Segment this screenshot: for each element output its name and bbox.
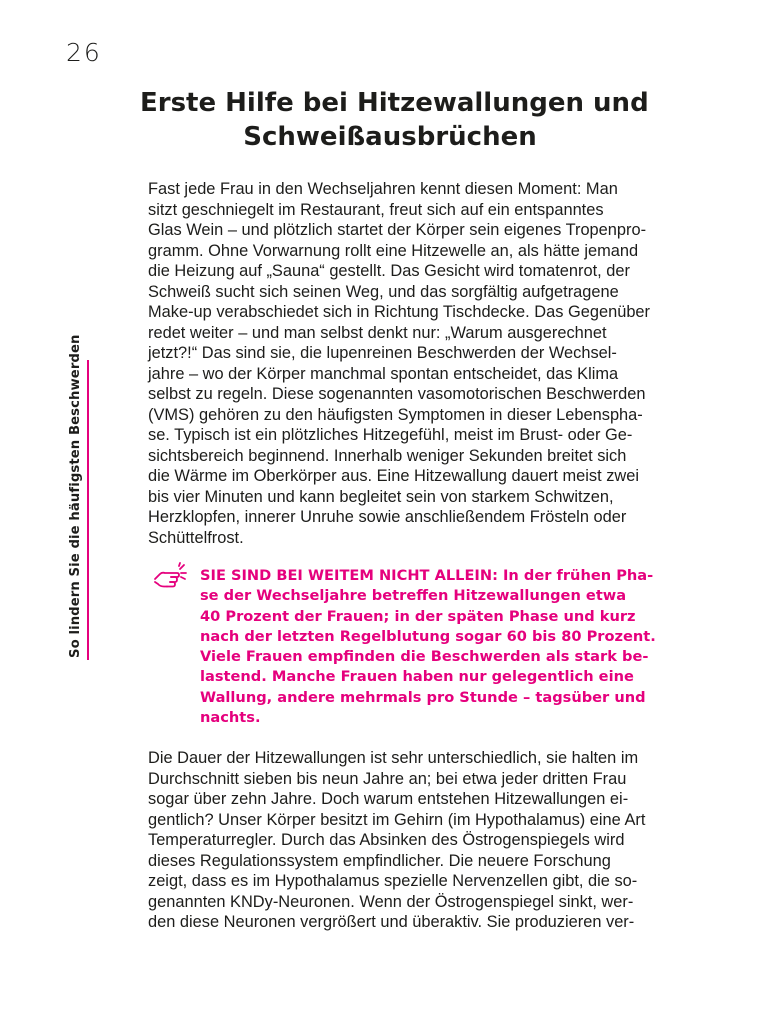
page-number: 26	[66, 38, 102, 67]
text-line: Herzklopfen, innerer Unruhe sowie anschließendem Frösteln oder	[148, 508, 627, 526]
text-line: Die Dauer der Hitzewallungen ist sehr unterschiedlich, sie halten im	[148, 749, 639, 767]
text-line: Durchschnitt sieben bis neun Jahre an; bei etwa jeder dritten Frau	[148, 769, 627, 788]
tip-line: SIE SIND BEI WEITEM NICHT ALLEIN: In der frühen Pha-	[200, 567, 654, 584]
tip-line: lastend. Manche Frauen haben nur gelegentlich eine	[200, 668, 634, 686]
text-line: die Wärme im Oberkörper aus. Eine Hitzewallung dauert meist zwei	[148, 467, 639, 485]
section-accent-rule	[87, 360, 89, 660]
text-line: Make-up verabschiedet sich in Richtung Tischdecke. Das Gegenüber	[148, 303, 651, 321]
text-line: Schweiß sucht sich seinen Weg, und das sorgfältig aufgetragene	[148, 282, 619, 301]
tip-line: 40 Prozent der Frauen; in der späten Phase und kurz	[200, 607, 636, 625]
text-line: se. Typisch ist ein plötzliches Hitzegefühl, meist im Brust- oder Ge-	[148, 426, 633, 444]
text-line: Glas Wein – und plötzlich startet der Körper sein eigenes Tropenpro-	[148, 221, 647, 239]
text-line: bis vier Minuten und kann begleitet sein von starkem Schwitzen,	[148, 487, 614, 506]
tip-line: Wallung, andere mehrmals pro Stunde – tagsüber und	[200, 688, 646, 706]
text-line: gramm. Ohne Vorwarnung rollt eine Hitzewelle an, als hätte jemand	[148, 241, 639, 260]
text-line: redet weiter – und man selbst denkt nur: „Warum ausgerechnet	[148, 323, 607, 342]
text-line: jetzt?!“ Das sind sie, die lupenreinen Beschwerden der Wechsel-	[148, 344, 617, 362]
text-line: die Heizung auf „Sauna“ gestellt. Das Gesicht wird tomatenrot, der	[148, 262, 630, 280]
tip-line: nachts.	[200, 709, 261, 727]
text-line: sichtsbereich beginnend. Innerhalb weniger Sekunden breitet sich	[148, 446, 627, 465]
body-paragraph	[148, 748, 648, 933]
tip-box	[200, 566, 656, 728]
pointing-hand-icon	[152, 562, 192, 594]
text-line: Fast jede Frau in den Wechseljahren kennt diesen Moment: Man	[148, 180, 618, 198]
title-line: Erste Hilfe bei Hitzewallungen und	[140, 88, 649, 118]
text-line: selbst zu regeln. Diese sogenannten vasomotorischen Beschwerden	[148, 385, 646, 403]
side-section-marker	[60, 334, 100, 660]
text-line: gentlich? Unser Körper besitzt im Gehirn (im Hypothalamus) eine Art	[148, 810, 646, 829]
text-line: Schüttelfrost.	[148, 528, 244, 547]
text-line: den diese Neuronen vergrößert und überaktiv. Sie produzieren ver-	[148, 913, 635, 931]
page-title	[140, 86, 649, 154]
tip-line: se der Wechseljahre betreffen Hitzewallungen etwa	[200, 587, 627, 605]
text-line: sogar über zehn Jahre. Doch warum entstehen Hitzewallungen ei-	[148, 790, 629, 808]
text-line: (VMS) gehören zu den häufigsten Symptomen in dieser Lebenspha-	[148, 405, 643, 424]
tip-line: nach der letzten Regelblutung sogar 60 bis 80 Prozent.	[200, 627, 656, 645]
text-line: genannten KNDy-Neuronen. Wenn der Östrogenspiegel sinkt, wer-	[148, 892, 634, 911]
text-line: sitzt geschniegelt im Restaurant, freut sich auf ein entspanntes	[148, 200, 604, 219]
title-line: Schweißausbrüchen	[243, 122, 537, 152]
text-line: zeigt, dass es im Hypothalamus spezielle Nervenzellen gibt, die so-	[148, 872, 638, 890]
text-line: jahre – wo der Körper manchmal spontan entscheidet, das Klima	[148, 364, 619, 383]
text-line: dieses Regulationssystem empfindlicher. Die neuere Forschung	[148, 851, 611, 870]
section-running-head: So lindern Sie die häufigsten Beschwerden	[68, 334, 83, 658]
tip-line: Viele Frauen empfinden die Beschwerden als stark be-	[200, 648, 649, 666]
text-line: Temperaturregler. Durch das Absinken des Östrogenspiegels wird	[148, 831, 625, 849]
intro-paragraph	[148, 179, 651, 548]
